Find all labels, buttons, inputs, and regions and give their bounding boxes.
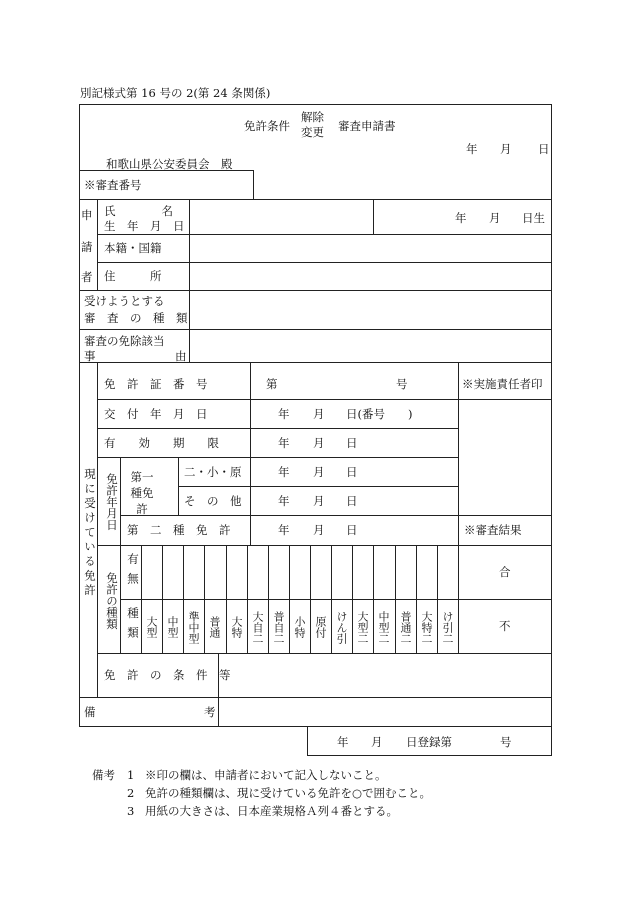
note-2-text: 免許の種類欄は、現に受けている免許を○で囲むこと。 [145,786,432,800]
review-type-field[interactable] [190,291,551,329]
license-type-label[interactable]: 大特 [230,616,243,638]
presence-cell[interactable] [162,546,183,599]
license-type-label[interactable]: 原付 [314,616,327,638]
expiry-month: 月 [313,436,325,450]
license-type-label[interactable]: 普通二 [399,610,412,644]
presence-cell[interactable] [310,546,331,599]
presence-cell[interactable] [416,546,437,599]
note-1-num: 1 [127,768,135,782]
expiry-day: 日 [346,436,358,450]
license-type-label[interactable]: 普自二 [272,610,285,644]
note-1-text: ※印の欄は、申請者において記入しないこと。 [145,768,387,782]
license-type-label[interactable]: 大型 [145,616,158,638]
class1-row2-day: 日 [346,494,358,508]
applicant-label-2: 請 [81,240,93,254]
reason-field[interactable] [190,330,551,362]
addressee: 和歌山県公安委員会 殿 [106,157,233,171]
issue-day: 日(番号 ) [346,407,413,421]
applicant-label-1: 申 [81,208,93,222]
license-type-label[interactable]: 中型二 [377,610,390,644]
presence-cell[interactable] [373,546,394,599]
license-number-label: 免 許 証 番 号 [104,377,208,391]
presence-cell[interactable] [437,546,458,599]
address-field[interactable] [190,263,551,290]
class2-month: 月 [313,523,325,537]
note-2-num: 2 [127,786,135,800]
class2-license-label: 第 二 種 免 許 [127,523,231,537]
notes-heading: 備考 [92,768,115,782]
review-result-label: ※審査結果 [464,523,522,537]
date-month: 月 [500,142,512,156]
title-prefix: 免許条件 [244,119,290,133]
license-type-label[interactable]: 準中型 [187,610,200,644]
expiry-year: 年 [278,436,290,450]
license-number-prefix: 第 [266,377,278,391]
issue-date-label: 交 付 年 月 日 [104,407,208,421]
address-label: 住 所 [104,269,162,283]
license-types-label: 免許の種類 [105,572,119,630]
birth-year: 年 [455,211,467,225]
title-option-change: 変更 [301,125,324,139]
license-type-label[interactable]: 中型 [166,616,179,638]
form-number-caption: 別記様式第 16 号の 2(第 24 条関係) [80,86,271,100]
class2-day: 日 [346,523,358,537]
presence-cell[interactable] [331,546,352,599]
reason-label-2-right: 由 [175,349,187,363]
presence-cell[interactable] [268,546,289,599]
birth-month: 月 [489,211,501,225]
presence-cell[interactable] [204,546,225,599]
license-type-label[interactable]: けん引 [335,610,348,644]
class1-row1-label: 二・小・原 [184,465,242,479]
birthdate-label: 生 年 月 日 [104,219,185,233]
remarks-label-right: 考 [204,705,216,719]
license-number-suffix: 号 [396,377,408,391]
class1-license-label: 第一種免許 [130,470,154,516]
date-year: 年 [466,142,478,156]
class1-row2-label: そ の 他 [184,494,242,508]
note-3-num: 3 [127,804,135,818]
registration-suffix: 号 [500,735,512,749]
license-number-field[interactable] [280,364,390,398]
license-type-label[interactable]: 普通 [208,616,221,638]
presence-cell[interactable] [395,546,416,599]
remarks-field[interactable] [219,698,551,726]
domicile-field[interactable] [190,235,551,262]
presence-cell[interactable] [183,546,204,599]
presence-cell[interactable] [141,546,162,599]
officer-seal-label: ※実施責任者印 [462,377,543,391]
applicant-label-3: 者 [81,270,93,284]
current-license-label: 現に受けている免許 [83,467,97,599]
note-3-text: 用紙の大きさは、日本産業規格Ａ列４番とする。 [145,804,398,818]
issue-year: 年 [278,407,290,421]
review-type-label-1: 受けようとする [84,294,165,308]
license-type-label[interactable]: 小特 [293,616,306,638]
license-date-label: 免許年月日 [105,473,119,531]
presence-cell[interactable] [226,546,247,599]
license-conditions-field[interactable] [219,654,551,696]
class1-row1-day: 日 [346,465,358,479]
reason-label-1: 審査の免除該当 [84,334,165,348]
presence-label: 有無 [126,552,140,592]
title-option-release: 解除 [301,110,324,124]
title-suffix: 審査申請書 [338,119,396,133]
registration-year: 年 [337,735,349,749]
class1-row2-year: 年 [278,494,290,508]
class1-row1-month: 月 [313,465,325,479]
kind-label: 種類 [126,606,140,646]
presence-cell[interactable] [352,546,373,599]
result-fail: 不 [499,619,511,633]
domicile-label: 本籍・国籍 [104,241,162,255]
class2-year: 年 [278,523,290,537]
license-type-label[interactable]: 大型二 [356,610,369,644]
license-type-label[interactable]: け引二 [441,610,454,644]
reason-label-2-left: 事 [84,349,96,363]
expiry-label: 有 効 期 限 [104,436,219,450]
birth-day: 日生 [522,211,545,225]
license-conditions-label: 免 許 の 条 件 等 [104,668,231,682]
class1-row1-year: 年 [278,465,290,479]
license-type-label[interactable]: 大特二 [420,610,433,644]
class1-row2-month: 月 [313,494,325,508]
result-pass: 合 [499,565,511,579]
date-day: 日 [538,142,550,156]
registration-mid: 日登録第 [406,735,452,749]
presence-cell[interactable] [289,546,310,599]
review-type-label-2: 審 査 の 種 類 [84,311,188,325]
review-number-label: ※審査番号 [84,178,142,192]
name-label: 氏 名 [104,204,173,218]
name-birthdate-field[interactable] [189,199,373,234]
issue-month: 月 [313,407,325,421]
presence-cell[interactable] [247,546,268,599]
remarks-label-left: 備 [84,705,96,719]
license-type-label[interactable]: 大自二 [251,610,264,644]
registration-month: 月 [371,735,383,749]
